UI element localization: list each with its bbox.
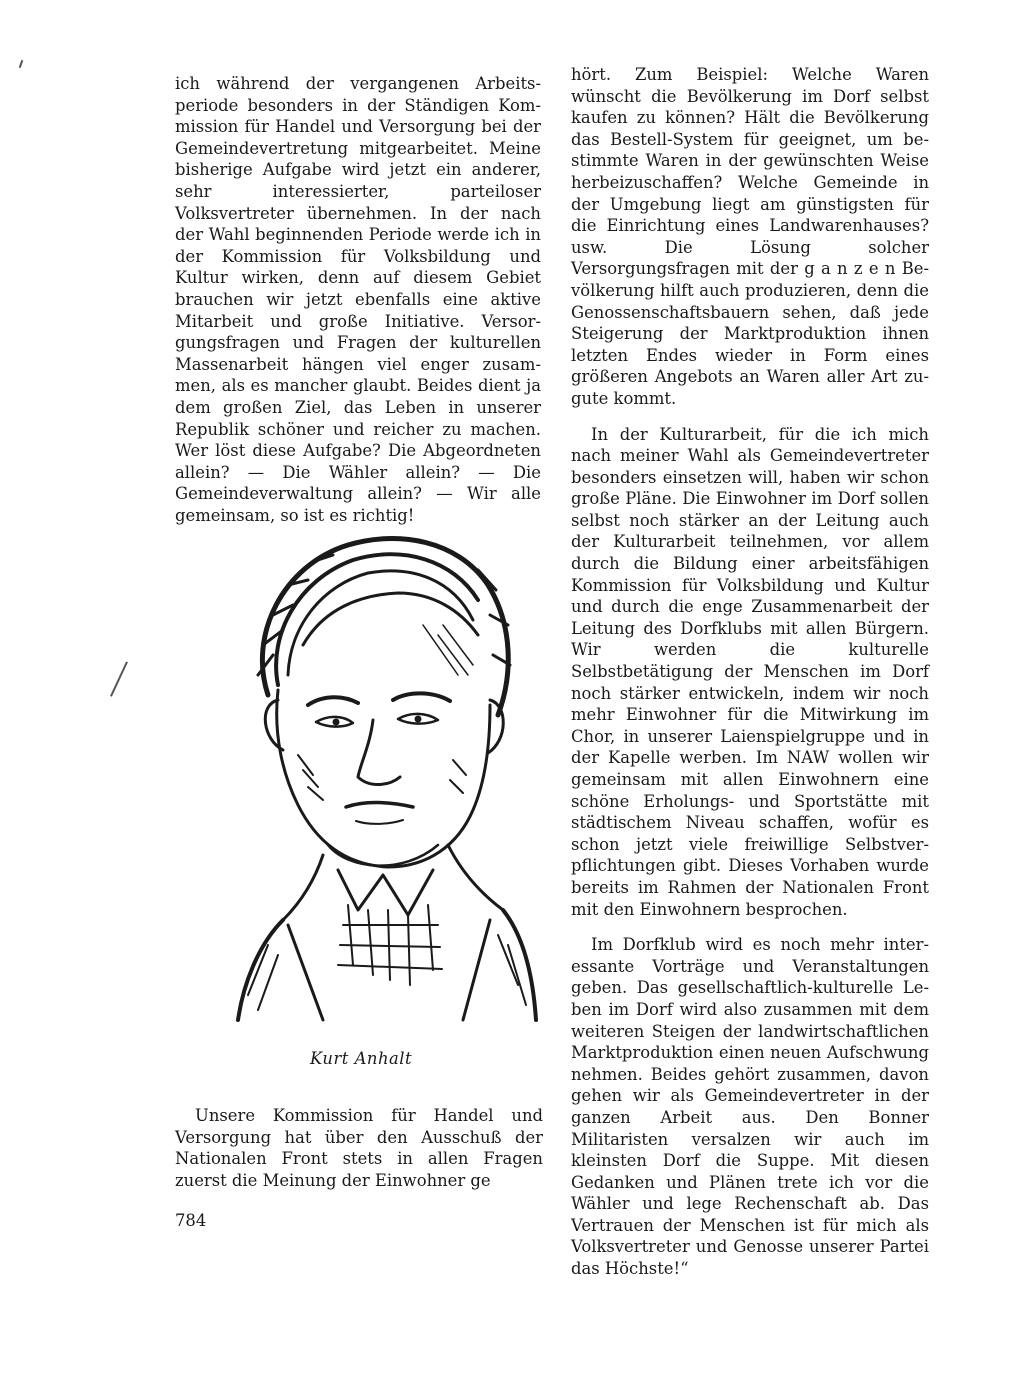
left-bottom-paragraph: Unsere Kommission für Handel und Versorgung hat über den Ausschuß der Nationalen Front stets in allen Fragen zuerst die Meinung der Einwohner ge <box>175 1106 543 1190</box>
portrait-illustration <box>228 525 538 1025</box>
right-paragraph-1: hört. Zum Beispiel: Welche Waren wünscht die Bevölkerung im Dorf selbst kaufen zu können? Hält die Bevölkerung das Bestell-System für geeignet, um bestimmte Waren in der gewünschten Weise herbeizuschaffen? Welche Gemeinde in der Umgebung liegt am günstigsten für die Einrichtung eines Landwarenhauses? usw. Die Lösung solcher Versorgungsfragen mit der g a n z e n Bevölkerung hilft auch produzieren, denn die Genossenschaftsbauern sehen, daß jede Steigerung der Marktproduktion ihnen letzten Endes wieder in Form eines größeren Angebots an Waren aller Art zugute kommt. <box>571 65 929 408</box>
right-paragraph-2: In der Kulturarbeit, für die ich mich nach meiner Wahl als Gemeindevertreter besonders einsetzen will, haben wir schon große Pläne. Die Einwohner im Dorf sollen selbst noch stärker an der Leitung auch der Kulturarbeit teilnehmen, vor allem durch die Bildung einer arbeitsfähigen Kommission für Volksbildung und Kultur und durch die enge Zusammenarbeit der Leitung des Dorfklubs mit allen Bürgern. Wir werden die kulturelle Selbstbetätigung der Menschen im Dorf noch stärker entwickeln, indem wir noch mehr Einwohner für die Mitwirkung im Chor, in unserer Laienspielgruppe und in der Kapelle werben. Im NAW wollen wir gemeinsam mit allen Einwohnern eine schöne Erholungs- und Sportstätte mit städtischem Niveau schaffen, wofür es schon jetzt viele freiwillige Selbstverpflichtungen gibt. Dieses Vorhaben wurde bereits im Rahmen der Nationalen Front mit den Einwohnern besprochen. <box>571 424 929 919</box>
right-column <box>571 64 929 1280</box>
left-top-paragraph: ich während der vergangenen Arbeitsperiode besonders in der Ständigen Kommission für Handel und Versorgung bei der Gemeindevertretung mitgearbeitet. Meine bisherige Aufgabe wird jetzt ein anderer, sehr interessierter, parteiloser Volksvertreter übernehmen. In der nach der Wahl beginnenden Periode werde ich in der Kommission für Volksbildung und Kultur wirken, denn auf diesem Gebiet brauchen wir jetzt ebenfalls eine aktive Mitarbeit und große Initiative. Versorgungsfragen und Fragen der kulturellen Massenarbeit hängen viel enger zusammen, als es mancher glaubt. Beides dient ja dem großen Ziel, das Leben in unserer Republik schöner und reicher zu machen. Wer löst diese Aufgabe? Die Abgeordneten allein? — Die Wähler allein? — Die Gemeindeverwaltung allein? — Wir alle gemeinsam, so ist es richtig! <box>175 74 541 525</box>
left-column-top <box>175 73 541 526</box>
left-column-bottom <box>175 1105 543 1191</box>
page-number: 784 <box>175 1211 207 1230</box>
portrait-caption: Kurt Anhalt <box>310 1049 413 1068</box>
scan-mark <box>110 661 127 696</box>
scan-mark <box>19 60 24 68</box>
right-paragraph-3: Im Dorfklub wird es noch mehr interessante Vorträge und Veranstaltungen geben. Das gesellschaftlich-kulturelle Leben im Dorf wird also zusammen mit dem weiteren Steigen der landwirtschaftlichen Marktproduktion einen neuen Aufschwung nehmen. Beides gehört zusammen, davon gehen wir als Gemeindevertreter in der ganzen Arbeit aus. Den Bonner Militaristen versalzen wir auch im kleinsten Dorf die Suppe. Mit diesen Gedanken und Plänen trete ich vor die Wähler und lege Rechenschaft ab. Das Vertrauen der Menschen ist für mich als Volksvertreter und Genosse unserer Partei das Höchste!“ <box>571 935 929 1279</box>
